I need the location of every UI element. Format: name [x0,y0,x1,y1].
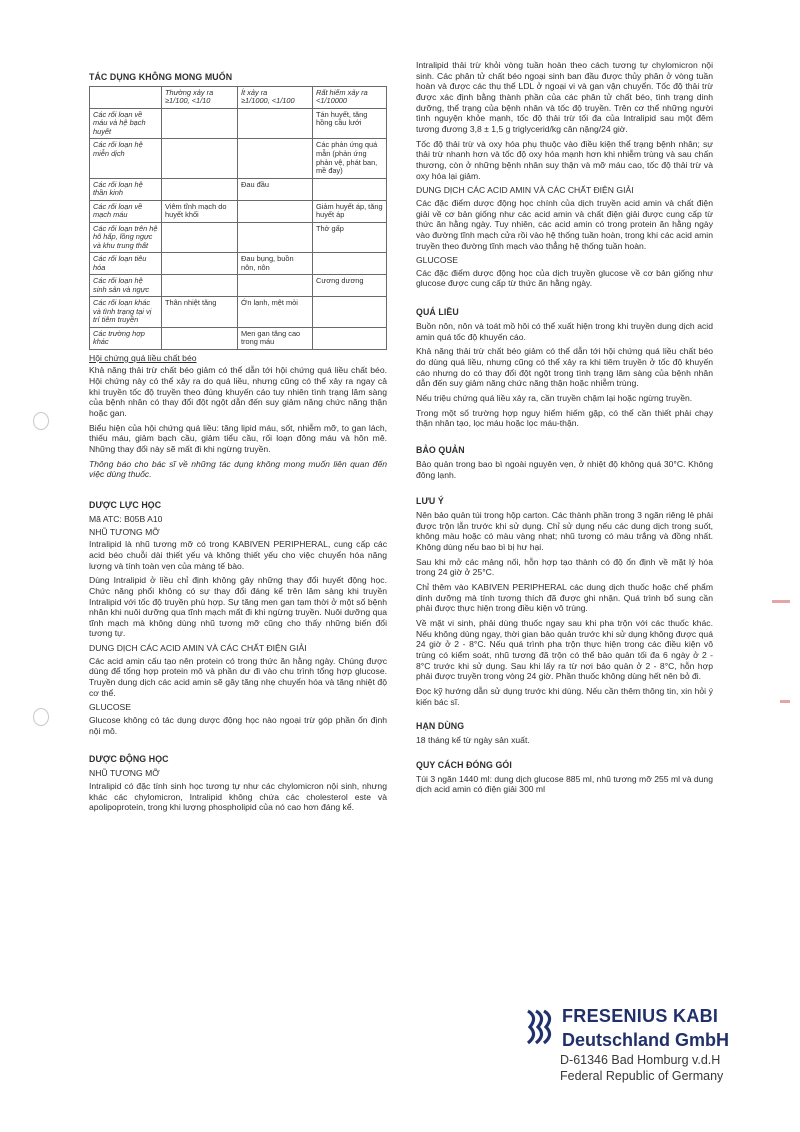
adverse-effects-table [89,86,387,350]
storage-paragraph: Bảo quản trong bao bì ngoài nguyên vẹn, ở nhiệt độ không quá 30°C. Không đông lạnh. [416,458,713,480]
table-cell: Giảm huyết áp, tăng huyết áp [313,200,387,222]
pharmacodynamics-paragraph: Glucose không có tác dụng dược động học nào ngoại trừ góp phần ổn định nội mô. [89,715,387,736]
table-cell: Men gan tăng cao trong máu [238,327,313,349]
table-cell: Các trường hợp khác [90,327,162,349]
table-cell: Các rối loạn về mạch máu [90,200,162,222]
table-cell: Cương dương [313,275,387,297]
table-cell: Các rối loạn tiêu hóa [90,253,162,275]
manufacturer-country: Federal Republic of Germany [560,1069,724,1083]
notes-paragraph: Về mặt vi sinh, phải dùng thuốc ngay sau khi pha trộn với các thuốc khác. Nếu không dùng ngay, thời gian bảo quản trước khi sử dụng không được quá 24 giờ ở 2 - 8°C. Nếu quá trình pha trộn thực hiện trong các điều kiện vô trùng có kiểm soát, nhũ tương đã trộn có thể bảo quản tối đa 6 ngày ở 2 - 8°C trước khi sử dụng. Sau khi lấy ra từ nơi bảo quản ở 2 - 8°C, hỗn hợp phải được truyền trong vòng 24 giờ. Phần thuốc không dùng hết nên bỏ đi. [416,617,713,682]
table-header-empty [90,86,162,108]
table-row [90,222,387,253]
left-column [89,60,387,817]
edge-mark [772,600,790,603]
overdose-paragraph: Nếu triệu chứng quá liều xảy ra, cần truyền chậm lại hoặc ngừng truyền. [416,392,693,403]
table-cell [238,275,313,297]
table-cell [313,297,387,328]
table-cell: Tán huyết, tăng hồng cầu lưới [313,108,387,139]
adverse-notice: Thông báo cho bác sĩ về những tác dụng không mong muốn liên quan đến việc dùng thuốc. [89,458,387,480]
table-row [90,327,387,349]
table-cell [238,200,313,222]
punch-hole-bottom [33,708,49,726]
table-cell [313,178,387,200]
table-cell [162,108,238,139]
table-cell [162,222,238,253]
table-row [90,297,387,328]
pharmacokinetics-heading: DƯỢC ĐỘNG HỌC [89,754,169,765]
amino-subheading: DUNG DỊCH CÁC ACID AMIN VÀ CÁC CHẤT ĐIỆN GIẢI [89,643,307,654]
overdose-paragraph: Trong một số trường hợp nguy hiểm hiếm gặp, có thể cần thiết phải chạy thận nhân tạo, lọc máu hoặc lọc máu-thận. [416,407,713,429]
table-cell: Viêm tĩnh mạch do huyết khối [162,200,238,222]
notes-paragraph: Sau khi mở các mảng nối, hỗn hợp tạo thành có độ ổn định về mặt lý hóa trong 24 giờ ở 25°C. [416,556,713,578]
notes-paragraph: Nên bảo quản túi trong hộp carton. Các thành phần trong 3 ngăn riêng lẻ phải được trộn lẫn trước khi sử dụng. Chỉ sử dụng nếu các dung dịch trong suốt, không màu hoặc có màu vàng nhạt; nhũ tương có màu trắng và đồng nhất. Không dùng nếu bao bì bị hư hại. [416,510,713,553]
emulsion-subheading: NHŨ TƯƠNG MỠ [89,768,160,779]
notes-heading: LƯU Ý [416,496,444,507]
table-cell: Các rối loạn khác và tình trạng tại vị trí tiêm truyền [90,297,162,328]
table-cell: Đau đầu [238,178,313,200]
manufacturer-company: Deutschland GmbH [562,1030,730,1050]
table-row [90,108,387,139]
adverse-paragraph: Biểu hiện của hội chứng quá liều: tăng lipid máu, sốt, nhiễm mỡ, to gan lách, thiếu máu, giảm bạch cầu, giảm tiểu cầu, rối loạn đông máu và hôn mê. Những thay đổi này sẽ mất đi khi ngừng truyền. [89,422,387,455]
table-row [90,178,387,200]
table-cell: Đau bụng, buồn nôn, nôn [238,253,313,275]
atc-code: Mã ATC: B05B A10 [89,513,163,524]
table-cell: Các rối loạn hệ sinh sản và ngực [90,275,162,297]
shelf-life-paragraph: 18 tháng kể từ ngày sản xuất. [416,735,530,746]
pharmacodynamics-paragraph: Dùng Intralipid ở liều chỉ định không gây những thay đổi huyết động học. Chức năng phổi không có sự thay đổi đáng kể trên lâm sàng khi truyền Intralipid với tốc độ truyền phù hợp. Sự tăng men gan tạm thời ở một số bệnh nhân khi nuôi dưỡng qua tĩnh mạch mất đi khi ngừng truyền. Nuôi dưỡng qua tĩnh mạch mà không dùng nhũ tương mỡ cũng cho thấy những biến đổi tương tự. [89,575,387,639]
table-cell [162,139,238,178]
pharmacokinetics-paragraph: Tốc độ thải trừ và oxy hóa phụ thuộc vào điều kiện thể trạng bệnh nhân; sự thải trừ nhanh hơn và tốc độ oxy hóa mạnh hơn khi nhiễm trùng và sau chấn thương, còn ở những bệnh nhân suy thận và mỡ máu cao, tốc độ thải trừ và oxy hóa lại giảm. [416,138,713,181]
table-cell: Các rối loạn hệ thần kinh [90,178,162,200]
glucose-subheading: GLUCOSE [89,702,132,713]
adverse-heading: TÁC DỤNG KHÔNG MONG MUỐN [89,72,233,82]
table-cell: Ớn lạnh, mệt mỏi [238,297,313,328]
storage-heading: BẢO QUẢN [416,444,465,455]
fresenius-kabi-logo-icon [522,1007,560,1047]
table-cell: Các rối loạn về máu và hệ bạch huyết [90,108,162,139]
table-header-cell: Thường xảy ra ≥1/100, <1/10 [162,86,238,108]
table-row [90,200,387,222]
glucose-subheading: GLUCOSE [416,255,459,266]
table-cell: Các phản ứng quá mẫn (phản ứng phản vệ, phát ban, mề đay) [313,139,387,178]
punch-hole-top [33,412,49,430]
table-cell [238,108,313,139]
table-cell: Các rối loạn hệ miễn dịch [90,139,162,178]
packaging-paragraph: Túi 3 ngăn 1440 ml: dung dịch glucose 885 ml, nhũ tương mỡ 255 ml và dung dịch acid amin có điện giải 300 ml [416,773,713,795]
overdose-paragraph: Buồn nôn, nôn và toát mồ hôi có thể xuất hiện trong khi truyền dung dịch acid amin quá tốc độ khuyến cáo. [416,321,713,342]
notes-paragraph: Chỉ thêm vào KABIVEN PERIPHERAL các dung dịch thuốc hoặc chế phẩm dinh dưỡng mà tính tương thích đã được ghi nhận. Quá trình bổ sung cần phải được thực hiện trong điều kiện vô trùng. [416,582,713,614]
emulsion-subheading: NHŨ TƯƠNG MỠ [89,526,160,537]
manufacturer-address: D-61346 Bad Homburg v.d.H [560,1053,721,1067]
pharmacodynamics-heading: DƯỢC LỰC HỌC [89,500,162,511]
table-cell [313,253,387,275]
table-cell: Thở gấp [313,222,387,253]
shelf-life-heading: HẠN DÙNG [416,721,465,732]
table-cell: Thân nhiệt tăng [162,297,238,328]
table-header-cell: Rất hiếm xảy ra <1/10000 [313,86,387,108]
overdose-paragraph: Khả năng thải trừ chất béo giảm có thể dẫn tới hội chứng quá liều chất béo do dùng quá liều, nhưng cũng có thể xảy ra khi tiêm truyền ở tốc độ khuyến cáo nhưng do có thay đổi đột ngột trong tình trạng lâm sàng của bệnh nhân dẫn đến suy giảm năng chức năng thận hoặc nhiễm trùng. [416,346,713,389]
table-header-cell: Ít xảy ra ≥1/1000, <1/100 [238,86,313,108]
table-cell [162,275,238,297]
pharmacodynamics-paragraph: Các acid amin cấu tạo nên protein có trong thức ăn hằng ngày. Chúng được dùng để tổng hợp protein mô và phần dư đi vào chu trình tổng hợp glucose. Truyền dung dịch các acid amin sẽ gây tăng nhẹ chuyển hóa và tăng nhiệt độ cơ thể. [89,655,387,698]
table-row [90,253,387,275]
table-cell [162,253,238,275]
right-column [416,60,713,799]
pharmacodynamics-paragraph: Intralipid là nhũ tương mỡ có trong KABIVEN PERIPHERAL, cung cấp các acid béo chuỗi dài thiết yếu và không thiết yếu cho việc chuyển hóa năng lượng và tính toàn vẹn của màng tế bào. [89,539,387,571]
edge-mark [780,700,790,703]
table-header-row [90,86,387,108]
table-cell [238,139,313,178]
pharmacokinetics-paragraph: Các đặc điểm dược động học chính của dịch truyền acid amin và chất điện giải về cơ bản giống như các acid amin và chất điện giải được cung cấp từ thức ăn hằng ngày. Tuy nhiên, các acid amin có trong protein ăn hằng ngày vào đường tĩnh mạch cửa rồi vào hệ thống tuần hoàn, trong khi các acid amin truyền theo đường tĩnh mạch vào thẳng hệ thống tuần hoàn. [416,197,713,251]
adverse-paragraph: Khả năng thải trừ chất béo giảm có thể dẫn tới hội chứng quá liều chất béo. Hội chứng này có thể xảy ra do quá liều, nhưng cũng có thể xảy ra ngay cả khi truyền tốc độ truyền theo đúng khuyến cáo tuy nhiên tình trạng lâm sàng của bệnh nhân có thay đổi đột ngột dẫn đến suy giảm năng chức năng thận hoặc gan. [89,365,387,419]
pharmacokinetics-paragraph: Intralipid có đặc tính sinh học tương tự như các chylomicron nội sinh, nhưng khác các chylomicron, Intralipid không chứa các cholesterol este và apolipoprotein, trong khi lượng phospholipid của nó cao hơn đáng kể. [89,780,387,813]
notes-paragraph: Đọc kỹ hướng dẫn sử dụng trước khi dùng. Nếu cần thêm thông tin, xin hỏi ý kiến bác sĩ. [416,685,713,707]
manufacturer-name: FRESENIUS KABI [562,1006,719,1026]
table-cell [238,222,313,253]
pharmacokinetics-paragraph: Intralipid thải trừ khỏi vòng tuần hoàn theo cách tương tự chylomicron nội sinh. Các phân tử chất béo ngoại sinh ban đầu được thủy phân ở vòng tuần hoàn và được các thụ thể LDL ở ngoại vi và gan vận chuyển. Tốc độ thải trừ được xác định bằng thành phần của các phân tử chất béo, tình trạng dinh dưỡng, thể trạng của bệnh nhân và tốc độ truyền. Trên cơ thể những người tình nguyện khỏe mạnh, tốc độ thải trừ tối đa của Intralipid sau một đêm tương đương 3,8 ± 1,5 g triglycerid/kg cân nặng/24 giờ. [416,60,713,134]
amino-subheading: DUNG DỊCH CÁC ACID AMIN VÀ CÁC CHẤT ĐIỆN GIẢI [416,185,634,196]
pharmacokinetics-paragraph: Các đặc điểm dược động học của dịch truyền glucose về cơ bản giống như glucose được cung cấp từ thức ăn hằng ngày. [416,267,713,289]
table-cell [313,327,387,349]
overdose-heading: QUÁ LIỀU [416,307,459,318]
packaging-heading: QUY CÁCH ĐÓNG GÓI [416,759,512,770]
table-cell: Các rối loạn trên hệ hô hấp, lồng ngực và khu trung thất [90,222,162,253]
table-cell [162,178,238,200]
fat-overload-title: Hội chứng quá liều chất béo [89,352,197,363]
table-cell [162,327,238,349]
table-row [90,139,387,178]
table-row [90,275,387,297]
